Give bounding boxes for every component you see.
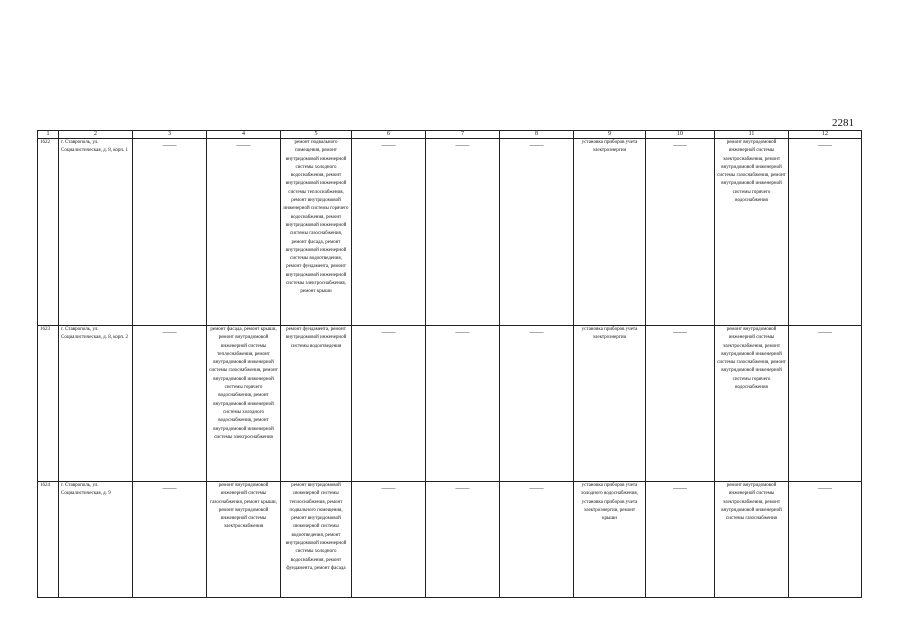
work-list-cell: установка приборов учета электроэнергии (574, 326, 646, 482)
work-list-cell: ремонт внутридомовой инженерной системы электроснабжения, ремонт внутридомовой инженерной системы газоснабжения (715, 482, 789, 598)
empty-dash: —— (818, 141, 832, 149)
column-header: 9 (574, 131, 646, 139)
empty-dash: —— (381, 141, 396, 149)
work-list-cell: ремонт внутридомовой инженерной системы электроснабжения, ремонт внутридомовой инженерной системы газоснабжения, ремонт внутридомовой инженерной системы горячего водоснабжения (715, 139, 789, 326)
column-header: 8 (500, 131, 574, 139)
work-list-cell: ремонт фундамента, ремонт внутридомовой инженерной системы водоотведения (281, 326, 352, 482)
empty-dash: —— (673, 484, 687, 492)
empty-dash: —— (455, 328, 470, 336)
column-number-row (38, 131, 862, 139)
column-header: 5 (281, 131, 352, 139)
address-cell: г. Ставрополь, ул. Социалистическая, д. 9 (59, 482, 133, 598)
work-list-cell: установка приборов учета электроэнергии (574, 139, 646, 326)
work-list-cell: ремонт внутридомовой инженерной системы теплоснабжения, ремонт подвального помещения, ремонт внутридомовой инженерной системы водоотведения, ремонт внутридомовой инженерной системы холодного водоснабжения, ремонт фундамента, ремонт фасада (281, 482, 352, 598)
page-number: 2281 (832, 117, 854, 129)
empty-dash: —— (455, 141, 470, 149)
work-list-cell: ремонт внутридомовой инженерной системы электроснабжения, ремонт внутридомовой инженерной системы газоснабжения, ремонт внутридомовой инженерной системы горячего водоснабжения (715, 326, 789, 482)
empty-dash: —— (455, 484, 470, 492)
table-row (38, 326, 862, 482)
empty-dash: —— (162, 328, 177, 336)
row-number: 1623 (38, 326, 59, 482)
column-header: 4 (207, 131, 281, 139)
work-list-cell: ремонт фасада, ремонт крыши, ремонт внутридомовой инженерной системы теплоснабжения, ремонт внутридомовой инженерной системы газоснабжения, ремонт внутридомовой инженерной системы горячего водоснабжения, ремонт внутридомовой инженерной системы холодного водоснабжения, ремонт внутридомовой инженерной системы электроснабжения (207, 326, 281, 482)
column-header: 1 (38, 131, 59, 139)
empty-dash: —— (381, 484, 396, 492)
row-number: 1624 (38, 482, 59, 598)
address-cell: г. Ставрополь, ул. Социалистическая, д. 8, корп. 2 (59, 326, 133, 482)
empty-dash: —— (236, 141, 251, 149)
register-table (37, 130, 862, 598)
address-cell: г. Ставрополь, ул. Социалистическая, д. 8, корп. 1 (59, 139, 133, 326)
table-row (38, 139, 862, 326)
work-list-cell: ремонт подвального помещения, ремонт внутридомовой инженерной системы холодного водоснабжения, ремонт внутридомовой инженерной системы теплоснабжения, ремонт внутридомовой инженерной системы горячего водоснабжения, ремонт внутридомовой инженерной системы газоснабжения, ремонт фасада, ремонт внутридомовой инженерной системы водоотведения, ремонт фундамента, ремонт внутридомовой инженерной системы электроснабжения, ремонт крыши (281, 139, 352, 326)
empty-dash: —— (162, 484, 177, 492)
empty-dash: —— (162, 141, 177, 149)
work-list-cell: установка приборов учета холодного водоснабжения, установка приборов учета электроэнергии, ремонт крыши (574, 482, 646, 598)
empty-dash: —— (673, 328, 687, 336)
empty-dash: —— (529, 484, 544, 492)
column-header: 11 (715, 131, 789, 139)
table-row (38, 482, 862, 598)
column-header: 2 (59, 131, 133, 139)
empty-dash: —— (529, 328, 544, 336)
column-header: 12 (789, 131, 862, 139)
empty-dash: —— (381, 328, 396, 336)
row-number: 1622 (38, 139, 59, 326)
column-header: 10 (646, 131, 715, 139)
empty-dash: —— (529, 141, 544, 149)
empty-dash: —— (818, 484, 832, 492)
column-header: 7 (426, 131, 500, 139)
work-list-cell: ремонт внутридомовой инженерной системы газоснабжения, ремонт крыши, ремонт внутридомовой инженерной системы электроснабжения (207, 482, 281, 598)
empty-dash: —— (818, 328, 832, 336)
column-header: 6 (352, 131, 426, 139)
column-header: 3 (133, 131, 207, 139)
empty-dash: —— (673, 141, 687, 149)
